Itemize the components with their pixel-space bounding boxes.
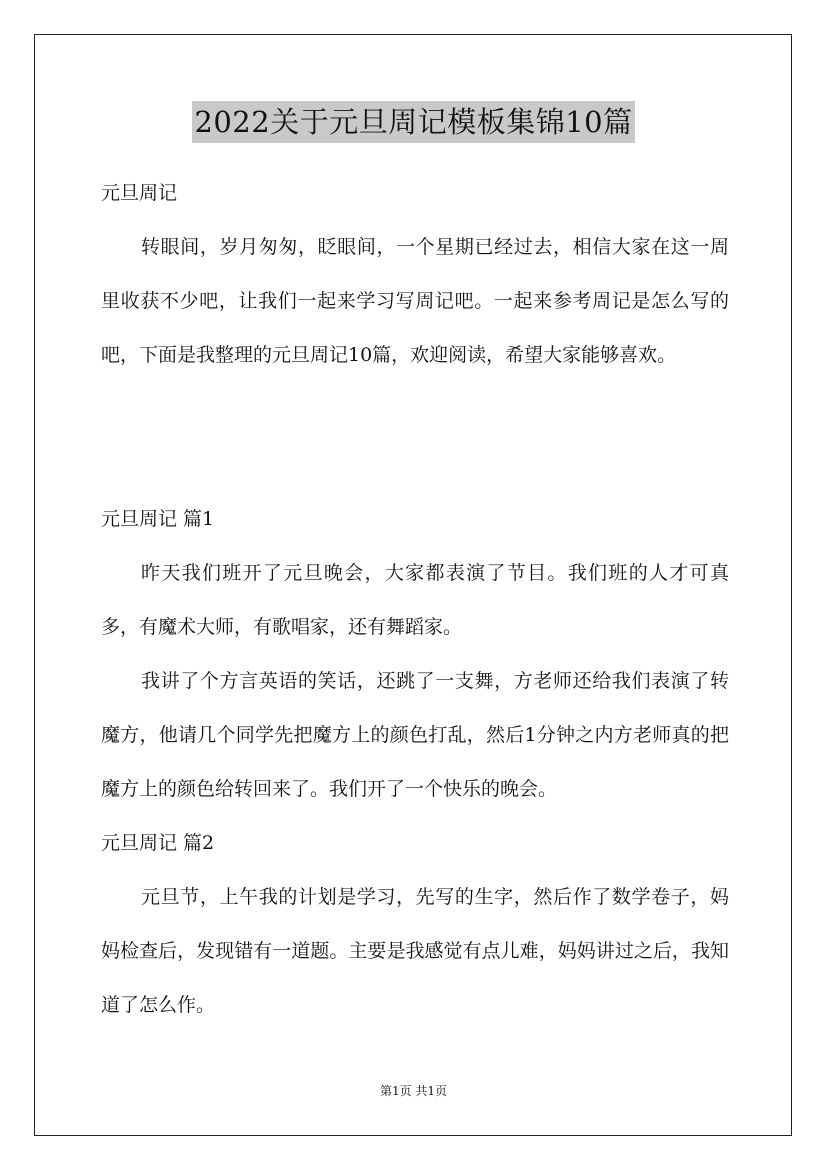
section-1-paragraph-2: 我讲了个方言英语的笑话，还跳了一支舞，方老师还给我们表演了转魔方，他请几个同学先把魔方上的颜色打乱，然后1分钟之内方老师真的把魔方上的颜色给转回来了。我们开了一个快乐的晚会。: [101, 670, 729, 800]
section-1-paragraph-1: 昨天我们班开了元旦晚会，大家都表演了节目。我们班的人才可真多，有魔术大师，有歌唱家，还有舞蹈家。: [101, 562, 729, 638]
document-title: 2022关于元旦周记模板集锦10篇: [192, 101, 634, 143]
intro-paragraph: 转眼间，岁月匆匆，眨眼间，一个星期已经过去，相信大家在这一周里收获不少吧，让我们一起来学习写周记吧。一起来参考周记是怎么写的吧，下面是我整理的元旦周记10篇，欢迎阅读，希望大家能够喜欢。: [101, 236, 729, 366]
section-heading-1: 元旦周记 篇1: [101, 508, 215, 530]
section-heading-2: 元旦周记 篇2: [101, 832, 215, 854]
intro-heading: 元旦周记: [101, 182, 178, 204]
section-2-paragraph-1: 元旦节，上午我的计划是学习，先写的生字，然后作了数学卷子，妈妈检查后，发现错有一道题。主要是我感觉有点儿难，妈妈讲过之后，我知道了怎么作。: [101, 886, 729, 1016]
title-container: [0, 101, 827, 143]
page-footer: 第1页 共1页: [379, 1084, 448, 1098]
